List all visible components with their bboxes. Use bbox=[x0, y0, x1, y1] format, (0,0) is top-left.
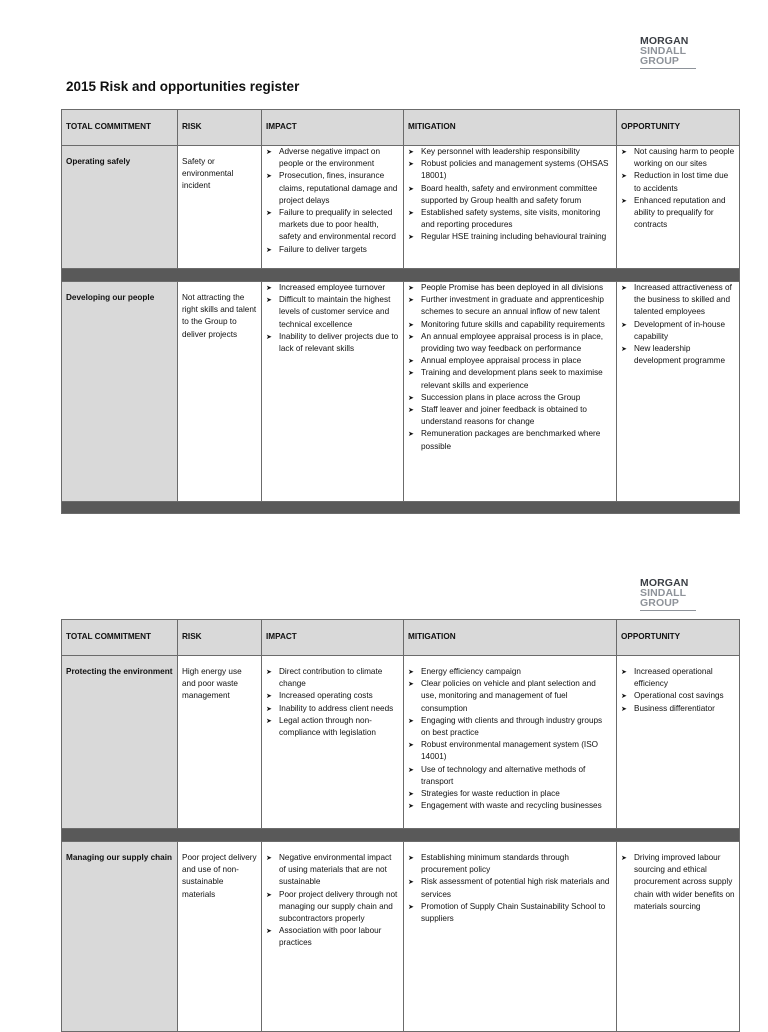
logo-line-3: GROUP bbox=[640, 55, 680, 67]
impact-item: ➤ Inability to address client needs bbox=[266, 703, 399, 715]
page-title: 2015 Risk and opportunities register bbox=[66, 79, 300, 94]
mitigation-item: ➤ Engaging with clients and through industry groups on best practice bbox=[408, 715, 612, 739]
mitigation-item: ➤ Training and development plans seek to maximise relevant skills and experience bbox=[408, 367, 612, 391]
header-mitigation: MITIGATION bbox=[404, 110, 617, 146]
impact-item: ➤ Association with poor labour practices bbox=[266, 925, 399, 949]
section-divider bbox=[62, 829, 740, 842]
mitigation-item: ➤ Robust policies and management systems (OHSAS 18001) bbox=[408, 158, 612, 182]
mitigation-item: ➤ People Promise has been deployed in all divisions bbox=[408, 282, 612, 294]
risk-cell: High energy use and poor waste management bbox=[178, 656, 262, 829]
morgan-sindall-logo bbox=[640, 578, 700, 611]
mitigation-item: ➤ Succession plans in place across the Group bbox=[408, 392, 612, 404]
mitigation-item: ➤ Establishing minimum standards through procurement policy bbox=[408, 852, 612, 876]
risk-cell: Not attracting the right skills and talent to the Group to deliver projects bbox=[178, 282, 262, 502]
mitigation-item: ➤ Remuneration packages are benchmarked where possible bbox=[408, 428, 612, 452]
commitment-cell: Managing our supply chain bbox=[62, 842, 178, 1032]
opportunity-item: ➤ Driving improved labour sourcing and ethical procurement across supply chain with wider benefits on materials sourcing bbox=[621, 852, 735, 913]
mitigation-item: ➤ Risk assessment of potential high risk materials and services bbox=[408, 876, 612, 900]
impact-item: ➤ Difficult to maintain the highest levels of customer service and technical excellence bbox=[266, 294, 399, 331]
impact-item: ➤ Prosecution, fines, insurance claims, reputational damage and project delays bbox=[266, 170, 399, 207]
commitment-cell: Protecting the environment bbox=[62, 656, 178, 829]
impact-item: ➤ Legal action through non-compliance with legislation bbox=[266, 715, 399, 739]
opportunity-item: ➤ Operational cost savings bbox=[621, 690, 735, 702]
opportunity-item: ➤ Development of in-house capability bbox=[621, 319, 735, 343]
mitigation-item: ➤ An annual employee appraisal process is in place, providing two way feedback on performance bbox=[408, 331, 612, 355]
opportunity-cell bbox=[617, 282, 740, 502]
mitigation-item: ➤ Use of technology and alternative methods of transport bbox=[408, 764, 612, 788]
risk-cell: Poor project delivery and use of non-sustainable materials bbox=[178, 842, 262, 1032]
impact-item: ➤ Failure to prequalify in selected markets due to poor health, safety and environmental record bbox=[266, 207, 399, 244]
mitigation-item: ➤ Regular HSE training including behavioural training bbox=[408, 231, 612, 243]
table-row bbox=[62, 656, 740, 829]
header-mitigation: MITIGATION bbox=[404, 620, 617, 656]
mitigation-item: ➤ Promotion of Supply Chain Sustainability School to suppliers bbox=[408, 901, 612, 925]
opportunity-item: ➤ Not causing harm to people working on our sites bbox=[621, 146, 735, 170]
impact-cell bbox=[262, 146, 404, 269]
mitigation-item: ➤ Established safety systems, site visits, monitoring and reporting procedures bbox=[408, 207, 612, 231]
opportunity-cell bbox=[617, 656, 740, 829]
mitigation-cell bbox=[404, 842, 617, 1032]
mitigation-item: ➤ Clear policies on vehicle and plant selection and use, monitoring and management of fuel consumption bbox=[408, 678, 612, 715]
impact-cell bbox=[262, 842, 404, 1032]
impact-item: ➤ Increased operating costs bbox=[266, 690, 399, 702]
impact-item: ➤ Adverse negative impact on people or the environment bbox=[266, 146, 399, 170]
risk-register-table-2 bbox=[61, 619, 740, 1032]
mitigation-cell bbox=[404, 282, 617, 502]
opportunity-cell bbox=[617, 146, 740, 269]
table-row bbox=[62, 146, 740, 269]
mitigation-item: ➤ Monitoring future skills and capability requirements bbox=[408, 319, 612, 331]
risk-register-table-1 bbox=[61, 109, 740, 514]
mitigation-item: ➤ Robust environmental management system (ISO 14001) bbox=[408, 739, 612, 763]
impact-item: ➤ Poor project delivery through not managing our supply chain and subcontractors properly bbox=[266, 889, 399, 926]
mitigation-item: ➤ Board health, safety and environment committee supported by Group health and safety forum bbox=[408, 183, 612, 207]
mitigation-item: ➤ Engagement with waste and recycling businesses bbox=[408, 800, 612, 812]
header-impact: IMPACT bbox=[262, 110, 404, 146]
header-impact: IMPACT bbox=[262, 620, 404, 656]
mitigation-item: ➤ Further investment in graduate and apprenticeship schemes to secure an annual inflow of new talent bbox=[408, 294, 612, 318]
mitigation-item: ➤ Strategies for waste reduction in place bbox=[408, 788, 612, 800]
mitigation-item: ➤ Energy efficiency campaign bbox=[408, 666, 612, 678]
commitment-cell: Operating safely bbox=[62, 146, 178, 269]
risk-cell: Safety or environmental incident bbox=[178, 146, 262, 269]
opportunity-item: ➤ New leadership development programme bbox=[621, 343, 735, 367]
morgan-sindall-logo bbox=[640, 36, 700, 69]
impact-item: ➤ Direct contribution to climate change bbox=[266, 666, 399, 690]
logo-underline bbox=[640, 610, 696, 611]
table-row bbox=[62, 842, 740, 1032]
impact-cell bbox=[262, 656, 404, 829]
header-opportunity: OPPORTUNITY bbox=[617, 110, 740, 146]
logo-line-2: SINDALL bbox=[640, 587, 687, 599]
opportunity-item: ➤ Reduction in lost time due to accidents bbox=[621, 170, 735, 194]
section-divider bbox=[62, 502, 740, 514]
mitigation-item: ➤ Staff leaver and joiner feedback is obtained to understand reasons for change bbox=[408, 404, 612, 428]
impact-item: ➤ Negative environmental impact of using materials that are not sustainable bbox=[266, 852, 399, 889]
table-header-row bbox=[62, 110, 740, 146]
impact-item: ➤ Increased employee turnover bbox=[266, 282, 399, 294]
header-total-commitment: TOTAL COMMITMENT bbox=[62, 620, 178, 656]
header-total-commitment: TOTAL COMMITMENT bbox=[62, 110, 178, 146]
mitigation-item: ➤ Key personnel with leadership responsibility bbox=[408, 146, 612, 158]
logo-line-3: GROUP bbox=[640, 597, 680, 609]
opportunity-cell bbox=[617, 842, 740, 1032]
mitigation-item: ➤ Annual employee appraisal process in place bbox=[408, 355, 612, 367]
mitigation-cell bbox=[404, 656, 617, 829]
table-header-row bbox=[62, 620, 740, 656]
logo-underline bbox=[640, 68, 696, 69]
header-risk: RISK bbox=[178, 110, 262, 146]
opportunity-item: ➤ Business differentiator bbox=[621, 703, 735, 715]
header-opportunity: OPPORTUNITY bbox=[617, 620, 740, 656]
impact-item: ➤ Inability to deliver projects due to lack of relevant skills bbox=[266, 331, 399, 355]
table-row bbox=[62, 282, 740, 502]
section-divider bbox=[62, 269, 740, 282]
opportunity-item: ➤ Enhanced reputation and ability to prequalify for contracts bbox=[621, 195, 735, 232]
opportunity-item: ➤ Increased attractiveness of the business to skilled and talented employees bbox=[621, 282, 735, 319]
commitment-cell: Developing our people bbox=[62, 282, 178, 502]
logo-line-1: MORGAN bbox=[640, 577, 689, 589]
impact-item: ➤ Failure to deliver targets bbox=[266, 244, 399, 256]
opportunity-item: ➤ Increased operational efficiency bbox=[621, 666, 735, 690]
logo-line-1: MORGAN bbox=[640, 35, 689, 47]
logo-line-2: SINDALL bbox=[640, 45, 687, 57]
header-risk: RISK bbox=[178, 620, 262, 656]
mitigation-cell bbox=[404, 146, 617, 269]
impact-cell bbox=[262, 282, 404, 502]
